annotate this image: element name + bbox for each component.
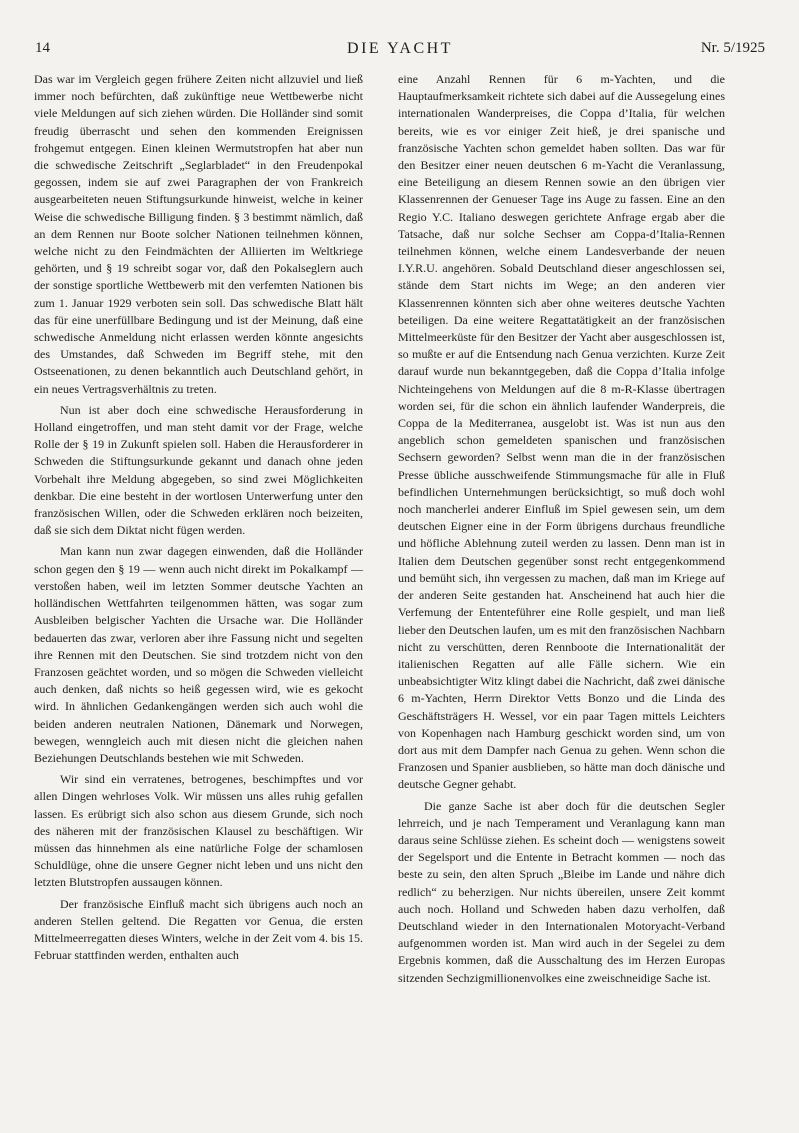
paragraph: Man kann nun zwar dagegen einwenden, daß die Holländer schon gegen den § 19 — wenn auch nicht direkt im Pokalkampf — verstoßen haben, weil im letzten Sommer deutsche Yachten an holländischen Wettfahrten teilgenommen hätten, was sogar zum Ausbleiben belgischer Yachten die Ursache war. Die Holländer bedauerten das zwar, verloren aber ihre Fassung nicht und segelten ihre Rennen mit den Deutschen. Sie sind trotzdem nicht von den Franzosen geächtet worden, und so mögen die Schweden vielleicht auch denken, daß nichts so heiß gegessen wird, wie es gekocht wird. In ähnlichen Gedankengängen werden sich auch wohl die beiden anderen neutralen Nationen, Dänemark und Norwegen, bewegen, wenngleich auch mit diesen nicht die gleichen nahen Beziehungen Deutschlands bestehen wie mit Schweden. (34, 544, 363, 765)
journal-title: DIE YACHT (347, 40, 453, 57)
paragraph: Der französische Einfluß macht sich übrigens auch noch an anderen Stellen geltend. Die Regatten vor Genua, die ersten Mittelmeerregatten dieses Winters, welche in der Zeit vom 4. bis 15. Februar stattfinden werden, enthalten auch (34, 896, 363, 963)
page-number: 14 (35, 40, 50, 56)
paragraph: Die ganze Sache ist aber doch für die deutschen Segler lehrreich, und je nach Temperament und Veranlagung kann man daraus seine Schlüsse ziehen. Es scheint doch — wenigstens soweit der Segelsport und die Entente in Betracht kommen — noch das beste zu sein, den alten Spruch „Bleibe im Lande und nähre dich redlich“ zu beherzigen. Nur nichts übereilen, unsere Zeit kommt auch noch. Holland und Schweden haben dazu verholfen, daß Deutschland wieder in den Internationalen Motoryacht-Verband aufgenommen worden ist. Man wird auch in der Segelei zu dem Ergebnis kommen, daß die Ausschaltung des im Herzen Europas sitzenden Sechzigmillionenvolkes eine zweischneidige Sache ist. (398, 798, 725, 985)
running-header (35, 40, 765, 62)
right-column (398, 71, 725, 991)
paragraph: Das war im Vergleich gegen frühere Zeiten nicht allzuviel und ließ immer noch befürchten, daß zukünftige neue Wettbewerbe nicht viele Meldungen auf sich ziehen würden. Die Holländer sind somit freudig überrascht und sehen den kommenden Ereignissen frohgemut entgegen. Einen kleinen Wermutstropfen hat aber nun die schwedische Zeitschrift „Seglarbladet“ in den Freudenpokal gegossen, indem sie auf zwei Paragraphen der von Frankreich ausgearbeiteten neuen Stiftungsurkunde hinweist, welche in keiner Weise die schwedische Billigung finden. § 3 bestimmt nämlich, daß an dem Rennen nur Boote solcher Nationen teilnehmen können, welche nicht zu den Feindmächten der Alliierten im Weltkriege gehörten, und § 19 schreibt sogar vor, daß den Pokalseglern auch der sonstige sportliche Wettbewerb mit den verfemten Nationen bis zum 1. Januar 1929 verboten sein soll. Das schwedische Blatt hält das für eine unerfüllbare Bedingung und ist der Meinung, daß eine schwedische Anmeldung nicht erlassen werden könnte angesichts des Umstandes, daß Schweden im Begriff stehe, mit den Ostseenationen, zu denen bekanntlich auch Deutschland gehört, in ein neues Vertragsverhältnis zu treten. (34, 72, 363, 396)
left-column (34, 71, 363, 968)
paragraph: Nun ist aber doch eine schwedische Herausforderung in Holland eingetroffen, und man steht damit vor der Frage, welche Rolle der § 19 in Zukunft spielen soll. Haben die Herausforderer in Schweden die Stiftungsurkunde gekannt und danach ohne jeden Vorbehalt ihre Meldung abgegeben, so sind zwei Möglichkeiten denkbar. Die eine besteht in der wortlosen Unterwerfung unter den französischen Willen, oder die Schweden erklären noch beizeiten, daß sie sich dem Diktat nicht fügen werden. (34, 402, 363, 538)
paragraph: Wir sind ein verratenes, betrogenes, beschimpftes und vor allen Dingen wehrloses Volk. Wir müssen uns alles ruhig gefallen lassen. Es erübrigt sich also schon aus diesem Grunde, sich noch des näheren mit der französischen Klausel zu beschäftigen. Wir müssen das hinnehmen als eine natürliche Folge der schamlosen Schuldlüge, ohne die unsere Gegner nicht leben und uns nicht den letzten Blutstropfen aussaugen können. (34, 772, 363, 890)
paragraph: eine Anzahl Rennen für 6 m-Yachten, und die Hauptaufmerksamkeit richtete sich dabei auf die Aussegelung eines internationalen Wanderpreises, die Coppa d’Italia, für welchen bereits, wie es vor einiger Zeit hieß, je drei spanische und französische Yachten schon gemeldet haben sollten. Das war für den Besitzer einer neuen deutschen 6 m-Yacht die Veranlassung, eine Beteiligung an diesem Rennen sowie an den übrigen vier Klassenrennen der Genueser Tage ins Auge zu fassen. Eine an den Regio Y.C. Italiano deswegen gerichtete Anfrage ergab aber die Tatsache, daß nur solche Sechser am Coppa-d’Italia-Rennen teilnehmen können, welche einem Landesverbande der neuen I.Y.R.U. angehören. Sobald Deutschland dieser angeschlossen sei, stände dem Start nichts im Wege; an den anderen vier Klassenrennen könnten sich aber ohne weiteres deutsche Yachten beteiligen. Da eine weitere Regattatätigkeit an der französischen Mittelmeerküste für den Besitzer der Yacht aber ausgeschlossen ist, so mußte er auf die Entsendung nach Genua verzichten. Kurze Zeit darauf wurde nun bekanntgegeben, daß die Coppa d’Italia infolge Nichteingehens von Meldungen auf die 8 m-R-Klasse übertragen worden sei, für die schon ein ähnlich laufender Wanderpreis, die Coppa de la Mediterranea, ausgelobt ist. Was ist nun aus den angeblich schon gemeldeten spanischen und französischen Sechsern geworden? Selbst wenn man die in der französischen Presse übliche ausschweifende Stimmungsmache für alle in Fluß befindlichen Unternehmungen berücksichtigt, so muß doch wohl noch mancherlei anderer Einfluß im Spiel gewesen sein, um dem deutschen Eigner eine in der Form übrigens durchaus freundliche und höfliche Ablehnung zuteil werden zu lassen. Denn man ist in Italien dem Deutschen gegenüber sonst recht entgegenkommend und bemüht sich, ihn vergessen zu machen, daß man im Kriege auf der anderen Seite gestanden hat. Anscheinend hat auch hier die Verfemung der Ententeführer eine Rolle gespielt, und man ließ lieber den Deutschen laufen, um es mit den französischen Nachbarn nicht zu verschütten, deren Rennboote die Internationalität der italienischen Regatten auf alle Fälle sichern. Wie ein unbeabsichtigter Witz klingt dabei die Nachricht, daß zwei dänische 6 m-Yachten, Herrn Direktor Vetts Bonzo und die Linda des Geschäftsträgers H. Wessel, vor ein paar Tagen mittels Leichters von Kopenhagen nach Hamburg geschickt worden sind, um von dort aus mit dem Dampfer nach Genua zu gehen. Wenn schon die Franzosen und Spanier ausblieben, so hätte man doch dänische und deutsche Gegner gehabt. (398, 72, 725, 792)
issue-number: Nr. 5/1925 (700, 40, 765, 56)
